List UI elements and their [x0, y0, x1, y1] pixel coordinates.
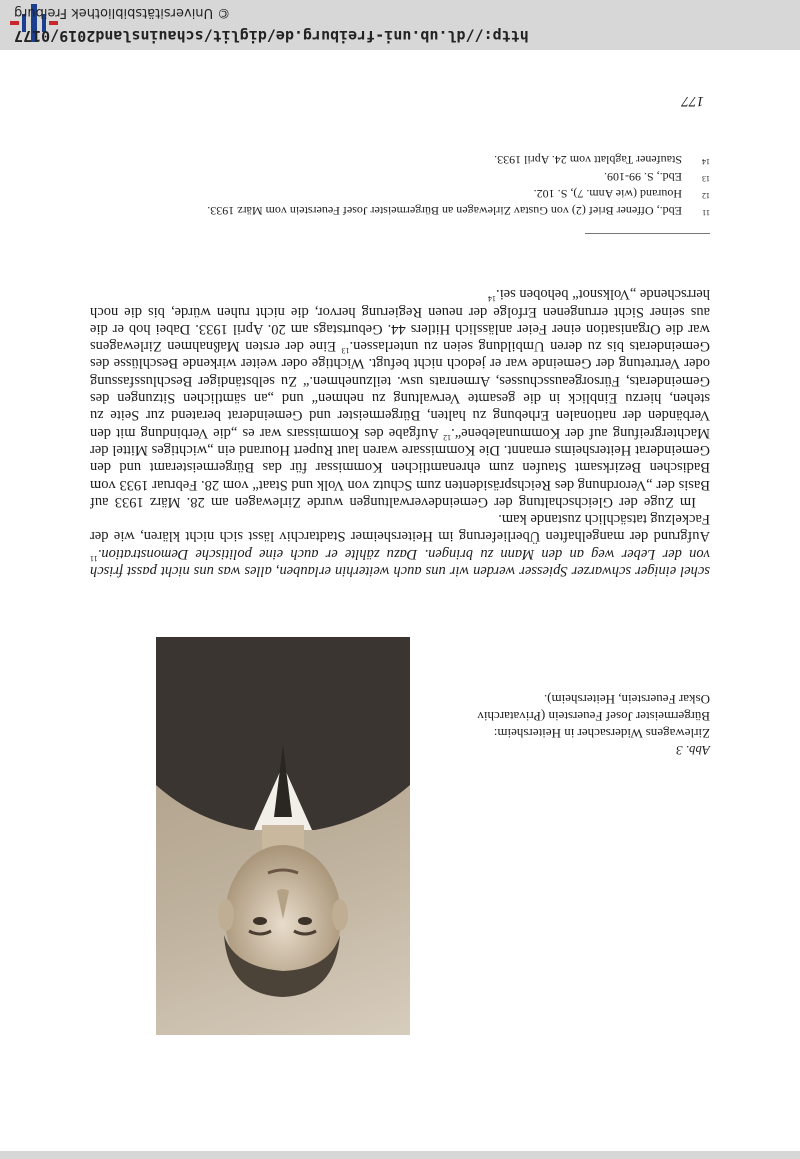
footnote [90, 151, 710, 168]
footnotes [90, 151, 710, 219]
portrait-photo [156, 637, 410, 1035]
footnote-ref: 13 [341, 345, 350, 355]
portrait-image [156, 637, 410, 1035]
footnote-number: 12 [702, 191, 710, 200]
document-url-link[interactable]: http://dl.ub.uni-freiburg.de/diglit/schauinsland2019/0177 [14, 27, 529, 45]
footnote-number: 11 [702, 208, 710, 217]
footnote [90, 185, 710, 202]
paragraph-text: Im Zuge der Gleichschaltung der Gemeindeverwaltungen wurde Zirlewagen am 28. März 1933 auf Basis der „Verordnung des Reichspräsidenten zum Schutz von Volk und Staat“ vom 28. Februar 1933 vom Badischen Bezirksamt Staufen zum ehrenamtlichen Kommissar für das Bürgermeisteramt und den Gemeinderat Heitersheims ernannt. Die Kommissare waren laut Rupert Hourand ein „wichtiges Mittel der Machtergreifung auf der Kommunalebene“. [90, 424, 710, 510]
paragraph-text: Eine der ersten Maßnahmen Zirlewagens war die Organisation einer Feier anlässlich Hitlers 44. Geburtstags am 20. April 1933. Dabei hob er die aus seiner Sicht errungenen Erfolge der neuen Regierung hervor, die nicht ruhen würde, bis die noch herrschende „Volksnot“ behoben sei. [90, 286, 710, 355]
footnote-number: 14 [702, 157, 710, 166]
footnote-ref: 12 [443, 432, 452, 442]
footnote-ref: 14 [488, 294, 497, 304]
paragraph [90, 510, 710, 579]
footnote [90, 168, 710, 185]
footnote-text: Hourand (wie Anm. 7), S. 102. [533, 187, 682, 201]
footnote-number: 13 [702, 174, 710, 183]
paragraph [90, 285, 710, 510]
caption-label: Abb. 3 [676, 743, 710, 758]
page-number: 177 [681, 93, 704, 109]
footnote-ref: 11 [90, 553, 98, 563]
footnote-text: Staufener Tagblatt vom 24. April 1933. [494, 153, 682, 167]
footnote-divider [585, 233, 710, 234]
footnote [90, 202, 710, 219]
viewer-bottom-strip [0, 1151, 800, 1159]
caption-text: Zirlewagens Widersacher in Heitersheim: Bürgermeister Josef Feuerstein (Privatarchiv Oskar Feuerstein, Heitersheim). [477, 692, 710, 741]
body-text [90, 285, 710, 579]
copyright-text: © Universitätsbibliothek Freiburg [14, 5, 231, 20]
figure-caption [460, 691, 710, 759]
footnote-text: Ebd., S. 99-109. [604, 170, 682, 184]
quoted-text: schel einiger schwarzer Spiesser werden wir uns auch weiterhin erlauben, alles was uns nicht passt frisch von der Leber weg an den Mann zu bringen. Dazu zählte er auch eine politische Demonstration. [90, 545, 710, 579]
paragraph-text: Aufgrund der mangelhaften Überlieferung im Heitersheimer Stadtarchiv lässt sich nicht klären, wie der Fackelzug tatsächlich zustande kam. [90, 511, 710, 545]
footnote-text: Ebd., Offener Brief (2) von Gustav Zirlewagen an Bürgermeister Josef Feuerstein vom März 1933. [207, 204, 682, 218]
viewer-bar [0, 0, 800, 50]
paragraph-text: Aufgabe des Kommissars war es „die Verbindung mit den Verbänden der nationalen Erhebung zu halten, Bürgermeister und Gemeinderat beratend zur Seite zu stehen, hierzu Einblick in die gesamte Verwaltung zu nehmen“ und „an sämtlichen Sitzungen des Gemeinderats, Fürsorgeausschusses, Armenrats usw. teilzunehmen.“ Zu selbständiger Beschlussfassung oder Vertretung der Gemeinde war er jedoch nicht befugt. Wichtige oder weiter wirkende Beschlüsse des Gemeinderats bis zu deren Umbildung seien zu unterlassen. [90, 338, 710, 441]
